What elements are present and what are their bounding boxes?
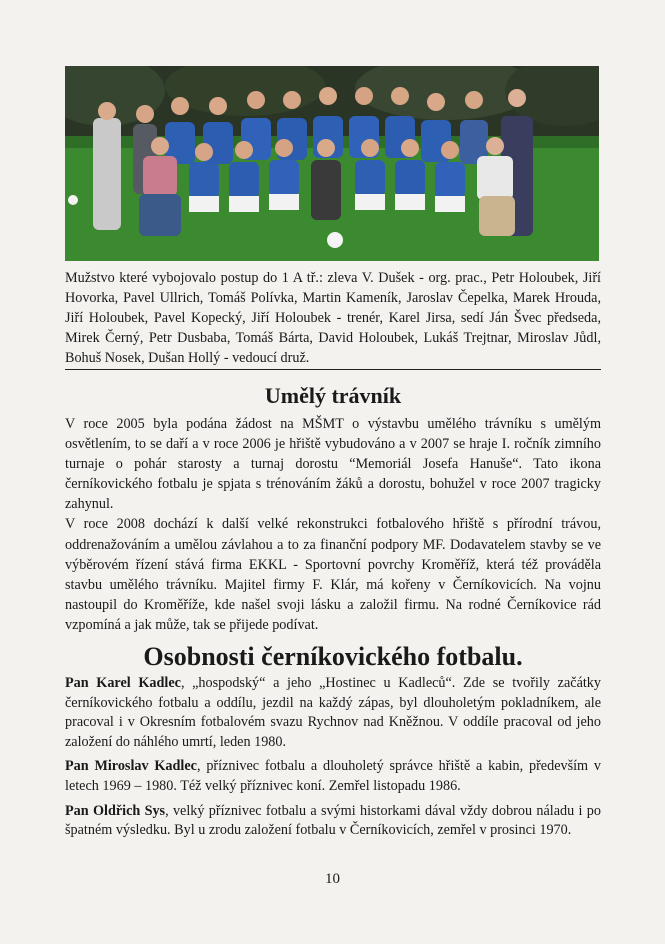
page-number: 10 [325, 871, 340, 887]
person-name: Pan Miroslav Kadlec [65, 758, 197, 775]
person-entry [65, 757, 601, 796]
person-entry [65, 674, 601, 752]
section-heading-artificial-turf: Umělý trávník [264, 383, 402, 408]
team-photo [65, 66, 599, 261]
person-name: Pan Karel Kadlec [65, 675, 181, 691]
paragraph: V roce 2005 byla podána žádost na MŠMT o výstavbu umělého trávníku s umělým osvětlením, to se daří a v roce 2006 je hřiště vybudováno a v 2007 se hraje I. ročník zimního turnaje o pohár starosty a turnaj dorostu “Memoriál Josefa Hanuše“. Tato ikona černíkovického fotbalu je spjata s trénováním žáků a dorostu, bohužel v roce 2007 tragicky zahynul. [65, 416, 601, 513]
section-personalities [65, 674, 601, 846]
section-artificial-turf [65, 414, 601, 635]
person-entry [65, 802, 601, 841]
person-text: , „hospodský“ a jeho „Hostinec u Kadleců“. Zde se tvořily začátky černíkovického fotbalu a oddílu, jezdil na každý zápas, byl dlouholetým pokladníkem, ale pracoval i v Okresním fotbalovém svazu Rychnov nad Kněžnou. V oddíle pracoval od jeho založení do náhlého umrtí, leden 1980. [65, 675, 601, 750]
paragraph: V roce 2008 dochází k další velké rekonstrukci fotbalového hřiště s přírodní trávou, oddrenažováním a umělou závlahou a to za finanční podpory MF. Dodavatelem stavby se ve výběrovém řízení stává firma EKKL - Sportovní povrchy Kroměříž, která též prováděla stavbu umělého trávníku. Majitel firmy F. Klár, má kořeny v Černíkovicích. Na vojnu nastoupil do Kroměříže, kde našel svoji lásku a založil firmu. Na rodné Černíkovice rád vzpomíná a jak může, tak se přijede podívat. [65, 516, 601, 633]
photo-caption: Mužstvo které vybojovalo postup do 1 A tř.: zleva V. Dušek - org. prac., Petr Holoubek, Jiří Hovorka, Pavel Ullrich, Tomáš Polívka, Martin Kameník, Jaroslav Čepelka, Marek Hrouda, Jiří Holoubek, Pavel Kopecký, Jiří Holoubek - trenér, Karel Jirsa, sedí Ján Švec předseda, Mirek Černý, Petr Dusbaba, Tomáš Bárta, David Holoubek, Lukáš Trejtnar, Miroslav Jůdl, Bohuš Nosek, Dušan Hollý - vedoucí druž. [65, 270, 601, 366]
team-photo-illustration [65, 66, 599, 261]
section-heading-personalities: Osobnosti černíkovického fotbalu. [143, 642, 523, 671]
divider [65, 369, 601, 370]
person-text: , příznivec fotbalu a dlouholetý správce hřiště a kabin, především v letech 1969 – 1980. Též velký příznivec koní. Zemřel listopadu 1986. [65, 758, 601, 794]
person-name: Pan Oldřich Sys [65, 802, 166, 819]
person-text: , velký příznivec fotbalu a svými historkami dával vždy dobrou náladu i po špatném výsledku. Byl u zrodu založení fotbalu v Černíkovicích, zemřel v prosinci 1970. [65, 802, 601, 839]
